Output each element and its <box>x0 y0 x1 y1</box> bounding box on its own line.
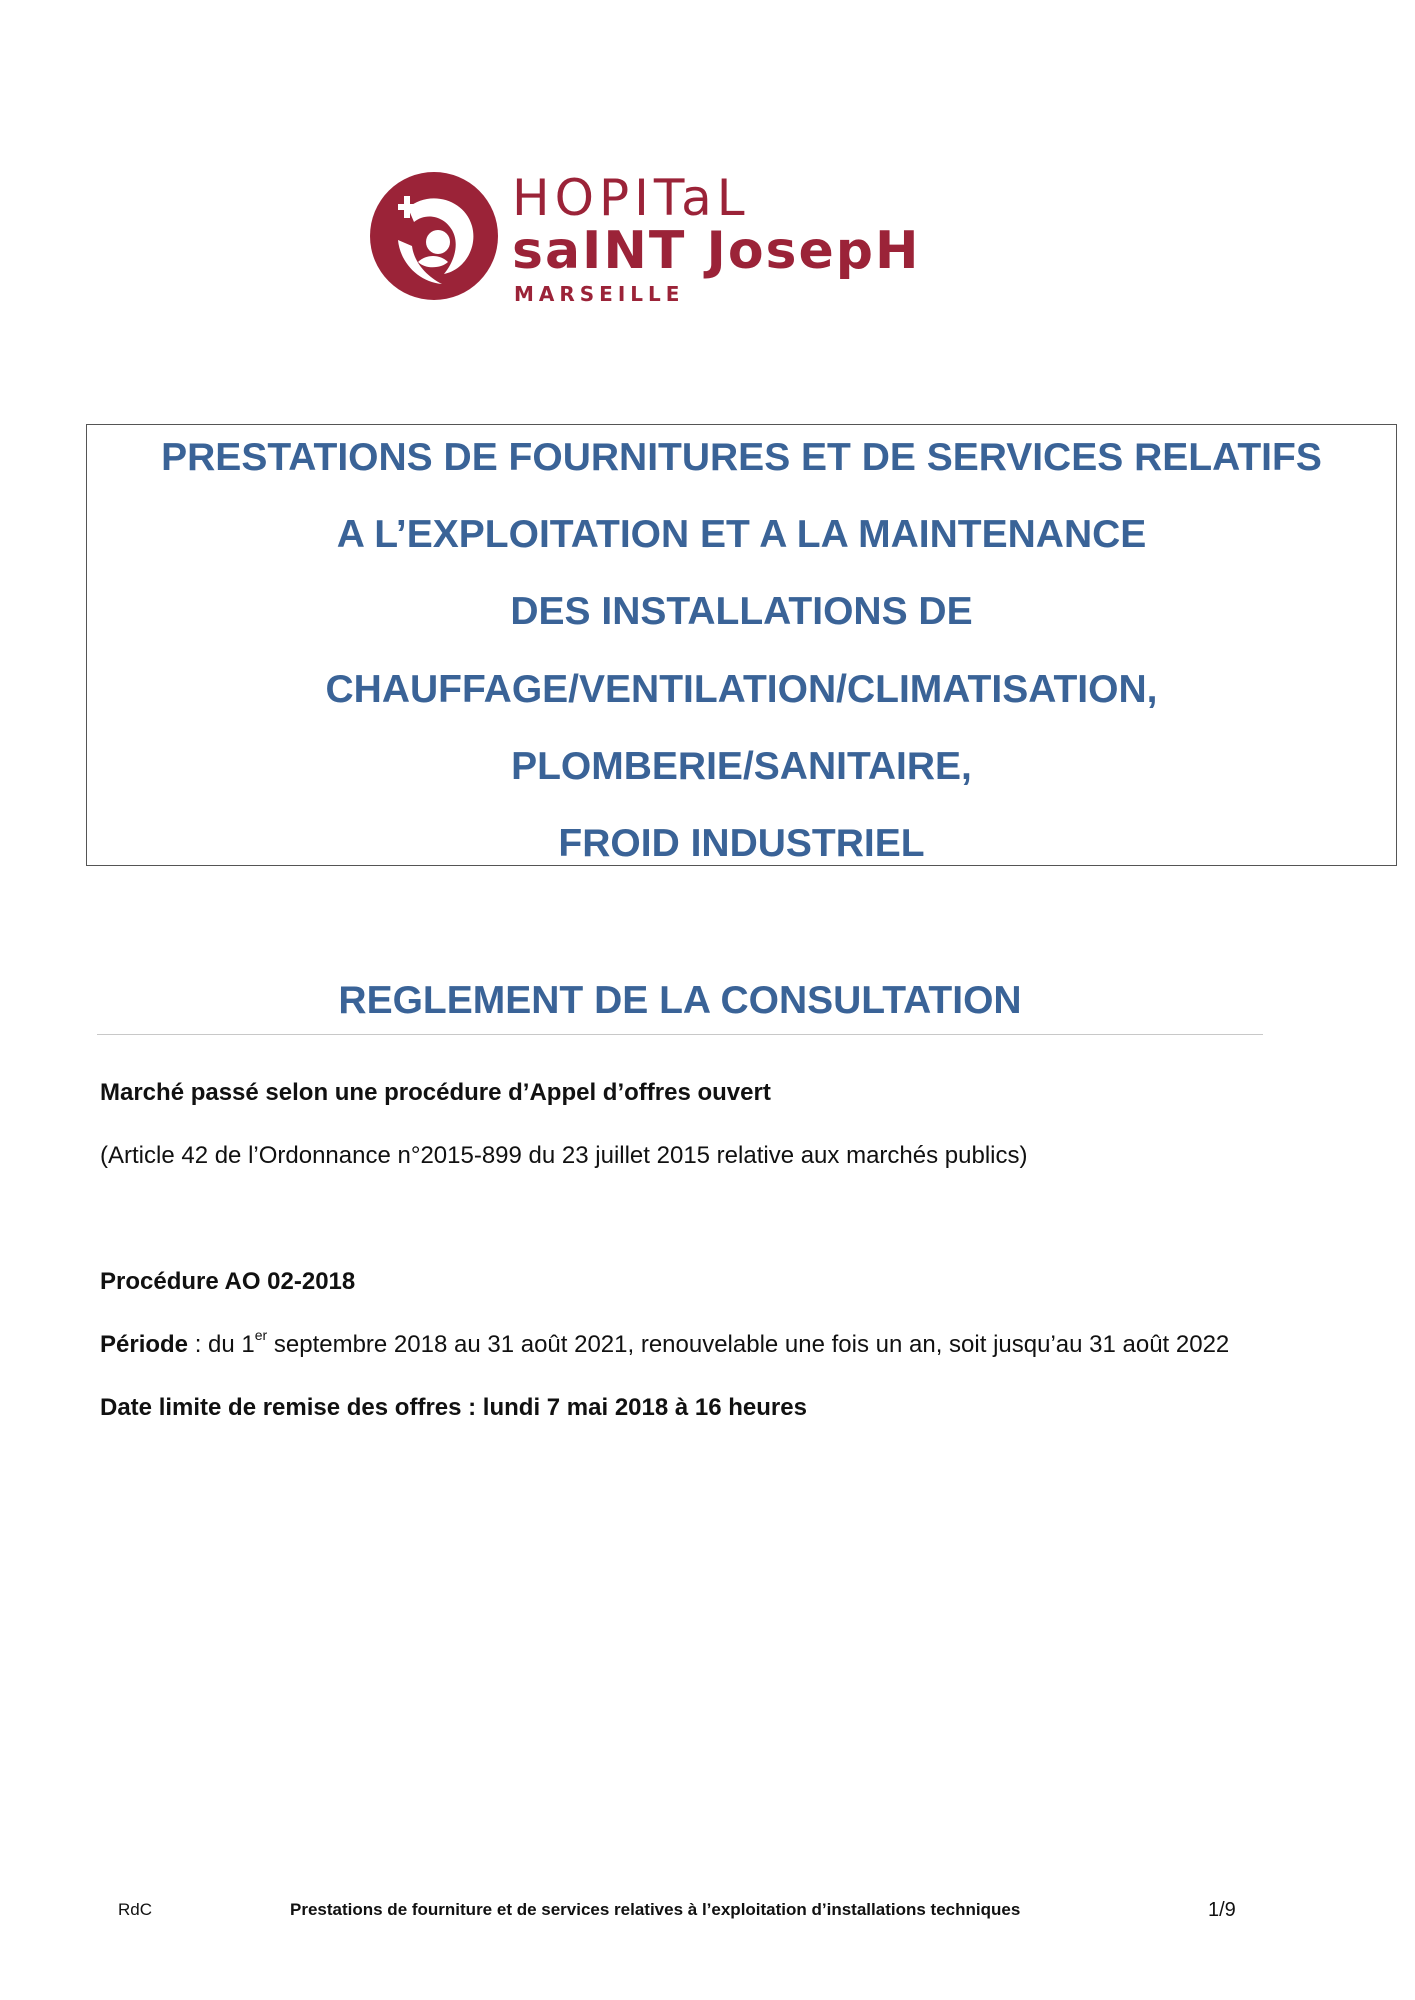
title-line-4: CHAUFFAGE/VENTILATION/CLIMATISATION, <box>325 668 1158 711</box>
logo-emblem-icon <box>368 170 500 302</box>
document-heading: REGLEMENT DE LA CONSULTATION <box>338 979 1022 1022</box>
heading-divider <box>97 1034 1263 1035</box>
legal-reference: (Article 42 de l’Ordonnance n°2015-899 du 23 juillet 2015 relative aux marchés publics) <box>100 1142 1028 1169</box>
period-sup: er <box>254 1327 268 1343</box>
submission-deadline: Date limite de remise des offres : lundi 7 mai 2018 à 16 heures <box>100 1394 807 1421</box>
procedure-type: Marché passé selon une procédure d’Appel d’offres ouvert <box>100 1079 771 1106</box>
period-label: Période <box>100 1331 189 1358</box>
logo-line-marseille: MARSEILLE <box>514 282 685 306</box>
title-line-3: DES INSTALLATIONS DE <box>510 590 973 633</box>
period-line <box>100 1329 1229 1361</box>
page-number: 1/9 <box>1208 1899 1236 1921</box>
procedure-number: Procédure AO 02-2018 <box>100 1268 356 1295</box>
period-prefix: : du 1 <box>188 1331 255 1358</box>
title-line-2: A L’EXPLOITATION ET A LA MAINTENANCE <box>336 513 1147 556</box>
logo-line-saint-joseph: saINT JoseрH <box>512 221 921 281</box>
footer-title: Prestations de fourniture et de services relatives à l’exploitation d’installations techniques <box>290 1900 1021 1919</box>
hospital-logo <box>368 170 948 310</box>
footer-left: RdC <box>118 1900 153 1919</box>
title-line-1: PRESTATIONS DE FOURNITURES ET DE SERVICES RELATIFS <box>161 436 1322 479</box>
period-rest: septembre 2018 au 31 août 2021, renouvelable une fois un an, soit jusqu’au 31 août 2022 <box>267 1331 1230 1358</box>
title-line-6: FROID INDUSTRIEL <box>558 822 925 865</box>
title-box <box>86 424 1397 866</box>
logo-line-hopital: HOPITaL <box>512 169 750 227</box>
title-line-5: PLOMBERIE/SANITAIRE, <box>511 745 972 788</box>
